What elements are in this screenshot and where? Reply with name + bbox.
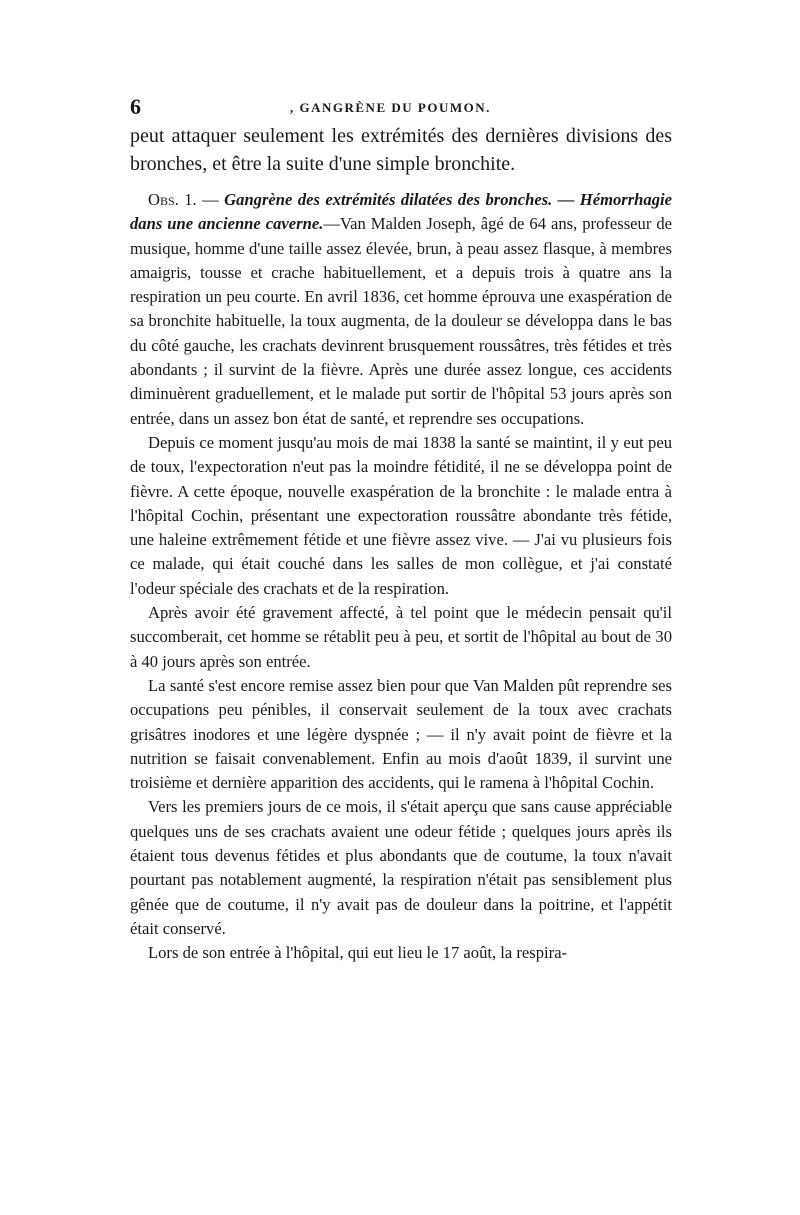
observation-label: Obs. 1. — bbox=[148, 190, 219, 209]
observation-paragraph bbox=[130, 188, 672, 431]
paragraph: La santé s'est encore remise assez bien pour que Van Malden pût reprendre ses occupations peu pénibles, il conservait seulement de la toux avec crachats grisâtres inodores et une légère dyspnée ; — il n'y avait point de fièvre et la nutrition se faisait convenablement. Enfin au mois d'août 1839, il survint une troisième et dernière apparition des accidents, qui le ramena à l'hôpital Cochin. bbox=[130, 675, 672, 793]
page-number: 6 bbox=[130, 94, 141, 119]
intro-paragraph: peut attaquer seulement les extrémités des dernières divisions des bronches, et être la suite d'une simple bronchite. bbox=[130, 125, 672, 175]
paragraph: Depuis ce moment jusqu'au mois de mai 1838 la santé se maintint, il y eut peu de toux, l'expectoration n'eut pas la moindre fétidité, il ne se développa point de fièvre. A cette époque, nouvelle exaspération de la bronchite : le malade entra à l'hôpital Cochin, présentant une expectoration roussâtre abondante très fétide, une haleine extrêmement fétide et une fièvre assez vive. — J'ai vu plusieurs fois ce malade, qui était couché dans les salles de mon collègue, et j'ai constaté l'odeur spéciale des crachats et de la respiration. bbox=[130, 432, 672, 598]
page-header bbox=[130, 94, 672, 124]
body-text bbox=[130, 122, 672, 966]
paragraph: Lors de son entrée à l'hôpital, qui eut lieu le 17 août, la respira- bbox=[148, 943, 568, 963]
observation-title: Gangrène des extrémités dilatées des bronches. — Hémorrhagie dans une ancienne caverne. bbox=[130, 190, 672, 234]
running-title: , GANGRÈNE DU POUMON. bbox=[290, 100, 491, 115]
paragraph: Après avoir été gravement affecté, à tel point que le médecin pensait qu'il succomberait, cet homme se rétablit peu à peu, et sortit de l'hôpital au bout de 30 à 40 jours après son entrée. bbox=[130, 603, 672, 671]
paragraph: Vers les premiers jours de ce mois, il s'était aperçu que sans cause appréciable quelques uns de ses crachats avaient une odeur fétide ; quelques jours après ils étaient tous devenus fétides et plus abondants que de coutume, la toux n'avait pourtant pas notablement augmenté, la respiration n'était pas sensiblement plus gênée que de coutume, il n'y avait pas de douleur dans la poitrine, et l'appétit était conservé. bbox=[130, 797, 672, 938]
observation-text: —Van Malden Joseph, âgé de 64 ans, professeur de musique, homme d'une taille assez élevée, brun, à peau assez flasque, à membres amaigris, tousse et crache habituellement, et a depuis trois à quatre ans la respiration un peu courte. En avril 1836, cet homme éprouva une exaspération de sa bronchite habituelle, la toux augmenta, de la douleur se développa dans le bas du côté gauche, les crachats devinrent brusquement roussâtres, très fétides et très abondants ; il survint de la fièvre. Après une durée assez longue, ces accidents diminuèrent graduellement, et le malade put sortir de l'hôpital 53 jours après son entrée, dans un assez bon état de santé, et reprendre ses occupations. bbox=[130, 214, 673, 428]
